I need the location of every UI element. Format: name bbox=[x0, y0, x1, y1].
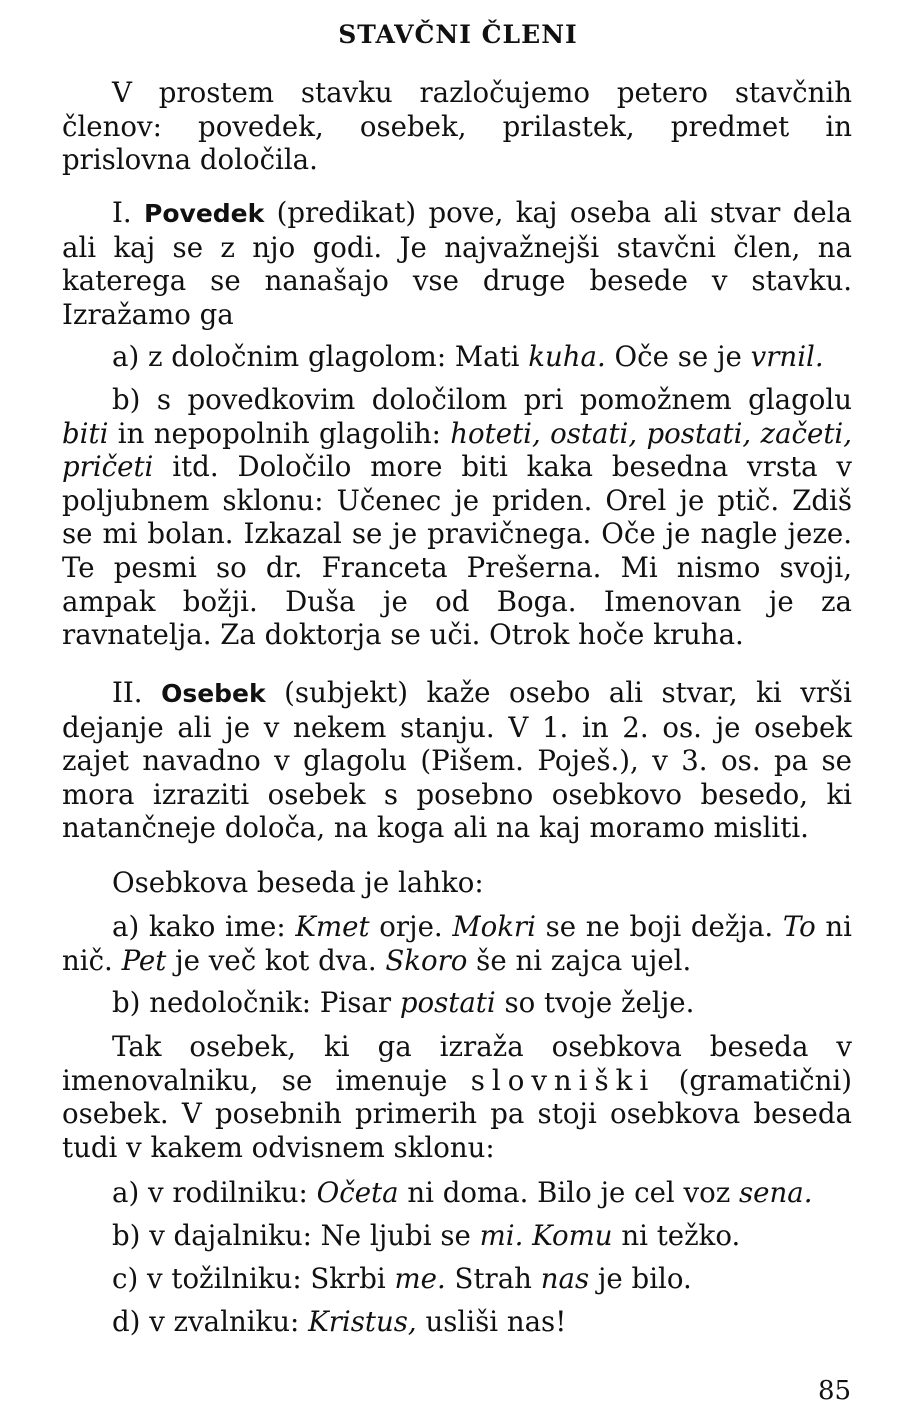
section-number: II. bbox=[112, 676, 143, 709]
povedek-definition: (predikat) pove, kaj oseba ali stvar dela ali kaj se z njo godi. Je najvažnejši stavčni člen, na katerega se nanašajo vse druge besede v stavku. Izražamo ga bbox=[62, 196, 852, 331]
example-word: Kmet bbox=[295, 910, 370, 943]
example-word: hoteti, ostati, postati, začeti, pričeti bbox=[62, 416, 853, 484]
example-word: mi. bbox=[479, 1219, 524, 1252]
item-text: a) z določnim glagolom: Mati bbox=[112, 340, 529, 373]
spaced-term: slovniški bbox=[470, 1063, 656, 1097]
example-word: Mokri bbox=[452, 910, 536, 943]
example-word: postati bbox=[399, 986, 496, 1019]
item-text: a) kako ime: bbox=[112, 910, 296, 943]
item-text: c) v tožilniku: Skrbi bbox=[112, 1262, 395, 1295]
tak-paragraph bbox=[62, 1030, 852, 1164]
example-word: Kristus, bbox=[308, 1305, 417, 1338]
item-text: Strah bbox=[445, 1262, 541, 1295]
item-text: je bilo. bbox=[589, 1262, 692, 1295]
example-word: sena. bbox=[739, 1176, 813, 1209]
example-word: kuha. bbox=[528, 340, 606, 373]
item-text: ni doma. Bilo je cel voz bbox=[398, 1176, 740, 1209]
item-text: ni nič. bbox=[62, 910, 852, 977]
term-osebek: Osebek bbox=[161, 679, 266, 708]
item-text: je več kot dva. bbox=[166, 943, 386, 977]
item-text: še ni zajca ujel. bbox=[467, 943, 692, 977]
povedek-paragraph bbox=[62, 196, 852, 331]
item-text: b) nedoločnik: Pisar bbox=[112, 986, 400, 1019]
item-text: b) v dajalniku: Ne ljubi se bbox=[112, 1219, 480, 1252]
example-word: To bbox=[782, 910, 816, 943]
povedek-item-a bbox=[62, 340, 852, 374]
example-word: nas bbox=[540, 1262, 590, 1295]
example-word: Očeta bbox=[316, 1176, 399, 1209]
osebek-definition: (subjekt) kaže osebo ali stvar, ki vrši dejanje ali je v nekem stanju. V 1. in 2. os. je osebek zajet navadno v glagolu (Pišem. Poješ.), v 3. os. pa se mora izraziti osebek s posebno osebkovo besedo, ki natančneje določa, na koga ali na kaj moramo misliti. bbox=[62, 676, 852, 845]
page-title: STAVČNI ČLENI bbox=[338, 20, 578, 49]
intro-paragraph: V prostem stavku razločujemo petero stavčnih členov: povedek, osebek, prilastek, predmet in prislovna določila. bbox=[62, 76, 852, 177]
case-item-a bbox=[62, 1176, 852, 1210]
item-text: Oče se je bbox=[605, 340, 751, 373]
para-text: (gramatični) osebek. V posebnih primerih pa stoji osebkova beseda tudi v kakem odvisnem sklonu: bbox=[62, 1063, 852, 1164]
povedek-item-b bbox=[62, 383, 852, 652]
item-text: a) v rodilniku: bbox=[112, 1176, 317, 1209]
item-text: ni težko. bbox=[612, 1219, 741, 1252]
example-word: vrnil. bbox=[750, 340, 824, 373]
example-word: Komu bbox=[532, 1219, 613, 1252]
example-word: Skoro bbox=[385, 943, 468, 977]
example-word: me. bbox=[394, 1262, 446, 1295]
item-text: se ne boji dežja. bbox=[535, 910, 783, 943]
case-item-d bbox=[62, 1305, 852, 1339]
item-text: in nepopolnih glagolih: bbox=[108, 416, 451, 450]
item-text: so tvoje želje. bbox=[495, 986, 695, 1019]
item-text: orje. bbox=[369, 910, 453, 943]
osebek-item-a bbox=[62, 910, 852, 977]
term-povedek: Povedek bbox=[144, 199, 265, 228]
item-text bbox=[523, 1219, 532, 1252]
osebek-paragraph bbox=[62, 676, 852, 845]
item-text: itd. Določilo more biti kaka besedna vrsta v poljubnem sklonu: Učenec je priden. Orel je ptič. Zdiš se mi bolan. Izkazal se je pravičnega. Oče je nagle jeze. Te pesmi so dr. Franceta Prešerna. Mi nismo svoji, ampak božji. Duša je od Boga. Imenovan je za ravnatelja. Za doktorja se uči. Otrok hoče kruha. bbox=[62, 450, 852, 652]
page-number: 85 bbox=[818, 1376, 852, 1406]
para-text: Tak osebek, ki ga izraža osebkova beseda v imenovalniku, se imenuje bbox=[62, 1030, 852, 1097]
item-text: b) s povedkovim določilom pri pomožnem glagolu bbox=[112, 383, 852, 416]
item-text: usliši nas! bbox=[416, 1305, 567, 1338]
example-word: biti bbox=[62, 416, 109, 450]
section-number: I. bbox=[112, 196, 132, 229]
item-text: d) v zvalniku: bbox=[112, 1305, 309, 1338]
osebek-item-b bbox=[62, 986, 852, 1020]
osebek-lead: Osebkova beseda je lahko: bbox=[112, 866, 484, 899]
case-item-b bbox=[62, 1219, 852, 1253]
case-item-c bbox=[62, 1262, 852, 1296]
example-word: Pet bbox=[121, 943, 167, 977]
